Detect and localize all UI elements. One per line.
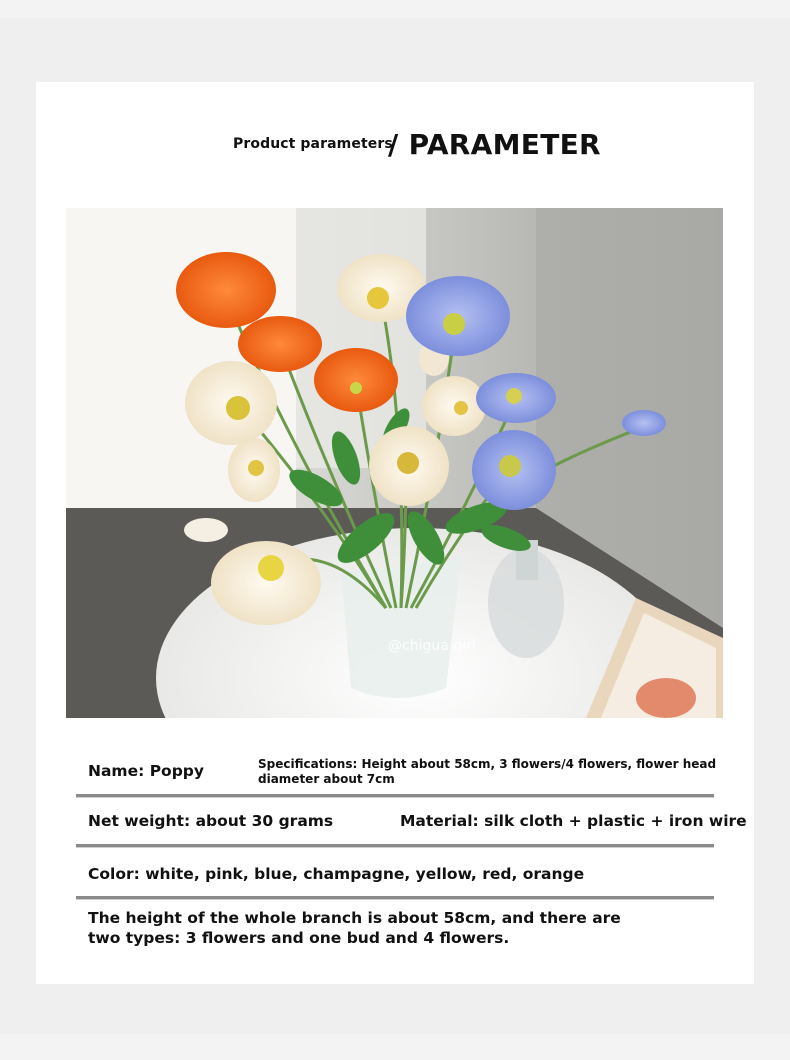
param-description: The height of the whole branch is about 58cm, and there are two types: 3 flowers and one bud and 4 flowers. <box>88 909 621 947</box>
header <box>0 0 790 200</box>
param-material: Material: silk cloth + plastic + iron wire <box>400 812 747 830</box>
divider-1 <box>76 794 714 798</box>
section-subtitle: Product parameters <box>233 136 393 152</box>
param-color: Color: white, pink, blue, champagne, yellow, red, orange <box>88 865 585 883</box>
param-specifications: Specifications: Height about 58cm, 3 flowers/4 flowers, flower head diameter about 7cm <box>258 757 717 786</box>
product-photo <box>66 208 723 718</box>
divider-3 <box>76 896 714 900</box>
param-net-weight: Net weight: about 30 grams <box>88 812 334 830</box>
param-name: Name: Poppy <box>88 762 204 780</box>
divider-2 <box>76 844 714 848</box>
photo-watermark: @chigua girl <box>388 638 476 654</box>
section-title: / PARAMETER <box>388 128 601 161</box>
